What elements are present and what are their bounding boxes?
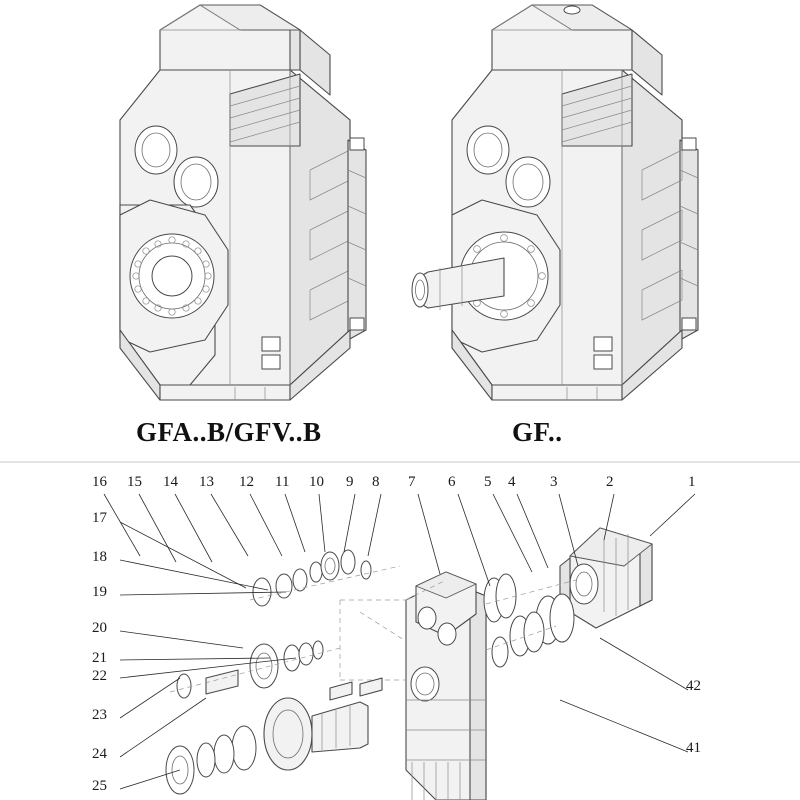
callout-top-7: 7 bbox=[408, 474, 416, 490]
exploded-assembly-drawing bbox=[104, 494, 695, 800]
callout-top-4: 4 bbox=[508, 474, 516, 490]
callout-top-13: 13 bbox=[199, 474, 214, 490]
callout-left-24: 24 bbox=[92, 746, 107, 762]
callout-top-14: 14 bbox=[163, 474, 178, 490]
callout-left-20: 20 bbox=[92, 620, 107, 636]
callout-right-41: 41 bbox=[686, 740, 701, 756]
callout-left-18: 18 bbox=[92, 549, 107, 565]
callout-top-2: 2 bbox=[606, 474, 614, 490]
callout-top-5: 5 bbox=[484, 474, 492, 490]
callout-top-9: 9 bbox=[346, 474, 354, 490]
model-label-gf: GF.. bbox=[512, 417, 563, 447]
callout-top-6: 6 bbox=[448, 474, 456, 490]
callout-left-25: 25 bbox=[92, 778, 107, 794]
callout-top-11: 11 bbox=[275, 474, 290, 490]
gearbox-view-right bbox=[412, 5, 698, 400]
callout-top-3: 3 bbox=[550, 474, 558, 490]
callout-left-21: 21 bbox=[92, 650, 107, 666]
callout-top-8: 8 bbox=[372, 474, 380, 490]
callout-top-10: 10 bbox=[309, 474, 324, 490]
callout-right-42: 42 bbox=[686, 678, 701, 694]
callout-left-19: 19 bbox=[92, 584, 107, 600]
callout-left-23: 23 bbox=[92, 707, 107, 723]
callout-left-17: 17 bbox=[92, 510, 107, 526]
callout-top-12: 12 bbox=[239, 474, 254, 490]
model-label-gfab-gfvb: GFA..B/GFV..B bbox=[136, 417, 322, 447]
callout-left-22: 22 bbox=[92, 668, 107, 684]
callout-top-15: 15 bbox=[127, 474, 142, 490]
gearbox-view-left bbox=[120, 5, 366, 400]
callout-top-16: 16 bbox=[92, 474, 107, 490]
callout-top-1: 1 bbox=[688, 474, 696, 490]
